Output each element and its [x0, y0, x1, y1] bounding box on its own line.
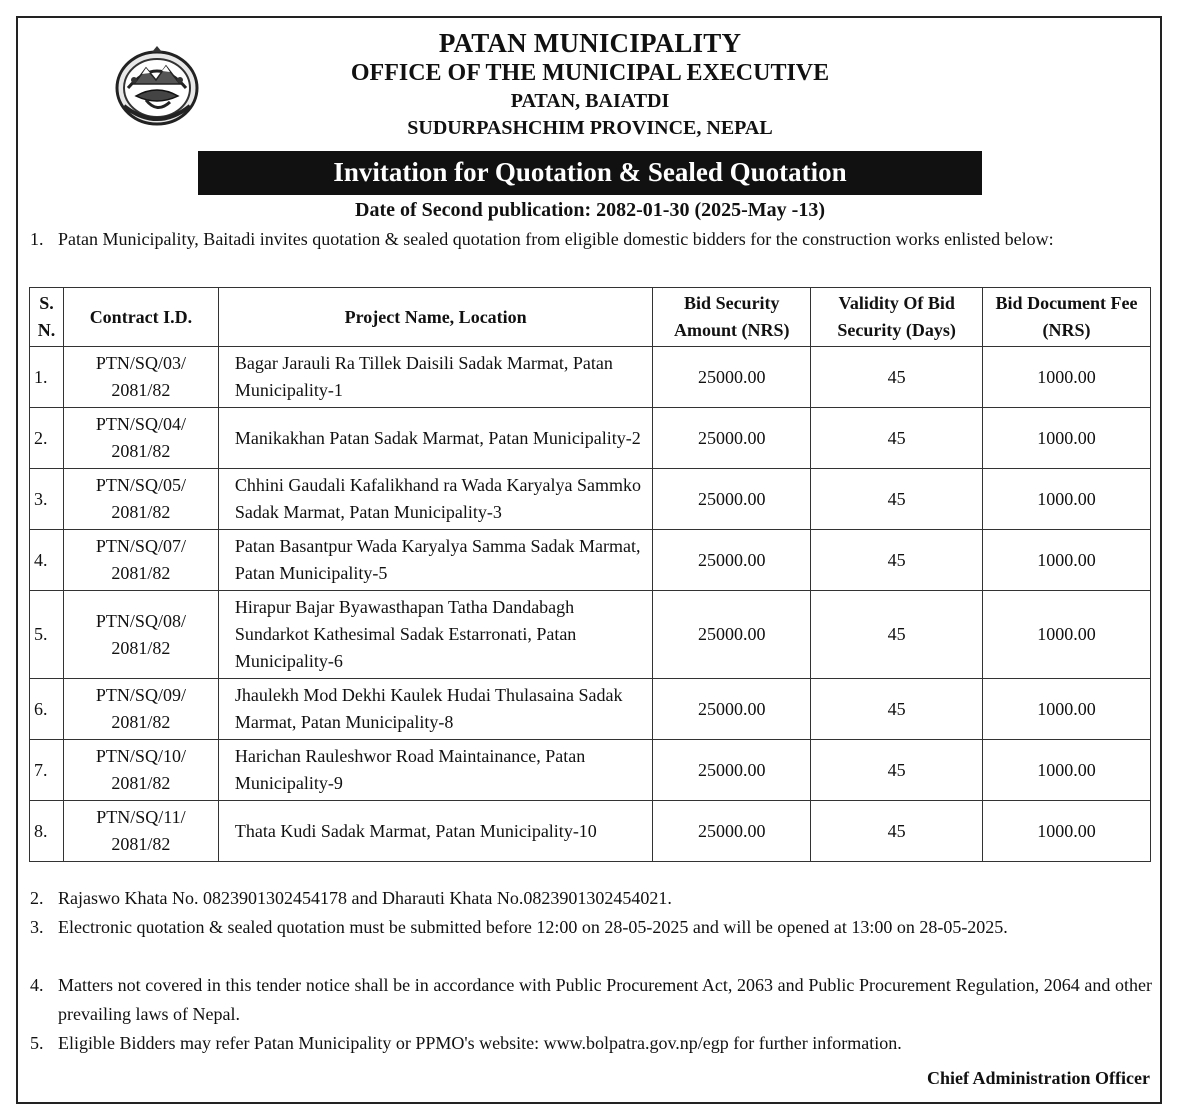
cell-project: Hirapur Bajar Byawasthapan Tatha Dandabagh Sundarkot Kathesimal Sadak Estarronati, Patan Municipality-6 — [218, 591, 652, 679]
cell-bid-security: 25000.00 — [653, 530, 811, 591]
note-item — [30, 971, 1152, 1029]
cell-validity: 45 — [811, 591, 983, 679]
note-text: Matters not covered in this tender notice shall be in accordance with Public Procurement Act, 2063 and Public Procurement Regulation, 2064 and other prevailing laws of Nepal. — [58, 975, 1152, 1024]
cell-project: Patan Basantpur Wada Karyalya Samma Sadak Marmat, Patan Municipality-5 — [218, 530, 652, 591]
intro-paragraph — [30, 225, 1152, 254]
cell-contract-id: PTN/SQ/04/ 2081/82 — [63, 408, 218, 469]
cell-sn: 2. — [30, 408, 64, 469]
cell-bid-security: 25000.00 — [653, 679, 811, 740]
cell-validity: 45 — [811, 408, 983, 469]
cell-project: Jhaulekh Mod Dekhi Kaulek Hudai Thulasaina Sadak Marmat, Patan Municipality-8 — [218, 679, 652, 740]
cell-contract-id: PTN/SQ/05/ 2081/82 — [63, 469, 218, 530]
note-number: 2. — [30, 888, 44, 908]
note-item — [30, 1029, 1152, 1058]
bid-table — [29, 287, 1151, 862]
table-row — [30, 740, 1151, 801]
note-text: Electronic quotation & sealed quotation must be submitted before 12:00 on 28-05-2025 and will be opened at 13:00 on 28-05-2025. — [58, 917, 1008, 937]
org-name: PATAN MUNICIPALITY — [438, 28, 742, 58]
cell-bid-security: 25000.00 — [653, 801, 811, 862]
cell-contract-id: PTN/SQ/08/ 2081/82 — [63, 591, 218, 679]
header-bid-security: Bid Security Amount (NRS) — [653, 288, 811, 347]
cell-validity: 45 — [811, 740, 983, 801]
province-line: SUDURPASHCHIM PROVINCE, NEPAL — [407, 117, 773, 139]
table-row — [30, 408, 1151, 469]
cell-doc-fee: 1000.00 — [983, 679, 1151, 740]
note-item — [30, 884, 1152, 913]
cell-project: Chhini Gaudali Kafalikhand ra Wada Karyalya Sammko Sadak Marmat, Patan Municipality-3 — [218, 469, 652, 530]
office-name: OFFICE OF THE MUNICIPAL EXECUTIVE — [350, 60, 830, 86]
table-row — [30, 469, 1151, 530]
cell-contract-id: PTN/SQ/07/ 2081/82 — [63, 530, 218, 591]
cell-doc-fee: 1000.00 — [983, 740, 1151, 801]
cell-contract-id: PTN/SQ/09/ 2081/82 — [63, 679, 218, 740]
cell-bid-security: 25000.00 — [653, 408, 811, 469]
cell-validity: 45 — [811, 801, 983, 862]
note-number: 4. — [30, 975, 44, 995]
cell-sn: 5. — [30, 591, 64, 679]
table-row — [30, 530, 1151, 591]
cell-doc-fee: 1000.00 — [983, 801, 1151, 862]
cell-doc-fee: 1000.00 — [983, 591, 1151, 679]
header-sn: S. N. — [30, 288, 64, 347]
cell-bid-security: 25000.00 — [653, 740, 811, 801]
cell-validity: 45 — [811, 347, 983, 408]
cell-doc-fee: 1000.00 — [983, 347, 1151, 408]
notice-title-banner: Invitation for Quotation & Sealed Quotation — [198, 151, 982, 195]
header-project: Project Name, Location — [218, 288, 652, 347]
cell-sn: 4. — [30, 530, 64, 591]
paragraph-text: Patan Municipality, Baitadi invites quotation & sealed quotation from eligible domestic bidders for the construction works enlisted below: — [58, 229, 1054, 249]
cell-doc-fee: 1000.00 — [983, 469, 1151, 530]
cell-doc-fee: 1000.00 — [983, 408, 1151, 469]
note-number: 3. — [30, 917, 44, 937]
cell-doc-fee: 1000.00 — [983, 530, 1151, 591]
table-header-row — [30, 288, 1151, 347]
publication-date: Date of Second publication: 2082-01-30 (2025-May -13) — [355, 199, 825, 221]
cell-validity: 45 — [811, 469, 983, 530]
header-doc-fee: Bid Document Fee (NRS) — [983, 288, 1151, 347]
cell-sn: 3. — [30, 469, 64, 530]
note-item — [30, 913, 1152, 942]
cell-project: Manikakhan Patan Sadak Marmat, Patan Municipality-2 — [218, 408, 652, 469]
cell-bid-security: 25000.00 — [653, 591, 811, 679]
cell-sn: 6. — [30, 679, 64, 740]
cell-contract-id: PTN/SQ/10/ 2081/82 — [63, 740, 218, 801]
signatory-title: Chief Administration Officer — [927, 1068, 1150, 1088]
cell-validity: 45 — [811, 679, 983, 740]
office-location: PATAN, BAIATDI — [510, 90, 670, 112]
cell-sn: 7. — [30, 740, 64, 801]
cell-sn: 1. — [30, 347, 64, 408]
cell-validity: 45 — [811, 530, 983, 591]
cell-contract-id: PTN/SQ/03/ 2081/82 — [63, 347, 218, 408]
cell-sn: 8. — [30, 801, 64, 862]
table-row — [30, 801, 1151, 862]
cell-bid-security: 25000.00 — [653, 347, 811, 408]
cell-project: Bagar Jarauli Ra Tillek Daisili Sadak Marmat, Patan Municipality-1 — [218, 347, 652, 408]
table-row — [30, 591, 1151, 679]
cell-project: Harichan Rauleshwor Road Maintainance, Patan Municipality-9 — [218, 740, 652, 801]
cell-bid-security: 25000.00 — [653, 469, 811, 530]
table-row — [30, 679, 1151, 740]
note-number: 5. — [30, 1033, 44, 1053]
header-contract-id: Contract I.D. — [63, 288, 218, 347]
cell-project: Thata Kudi Sadak Marmat, Patan Municipality-10 — [218, 801, 652, 862]
note-text: Eligible Bidders may refer Patan Municipality or PPMO's website: www.bolpatra.gov.np/egp for further information. — [58, 1033, 902, 1053]
note-text: Rajaswo Khata No. 0823901302454178 and Dharauti Khata No.0823901302454021. — [58, 888, 672, 908]
paragraph-number: 1. — [30, 229, 44, 249]
cell-contract-id: PTN/SQ/11/ 2081/82 — [63, 801, 218, 862]
header-validity: Validity Of Bid Security (Days) — [811, 288, 983, 347]
table-row — [30, 347, 1151, 408]
